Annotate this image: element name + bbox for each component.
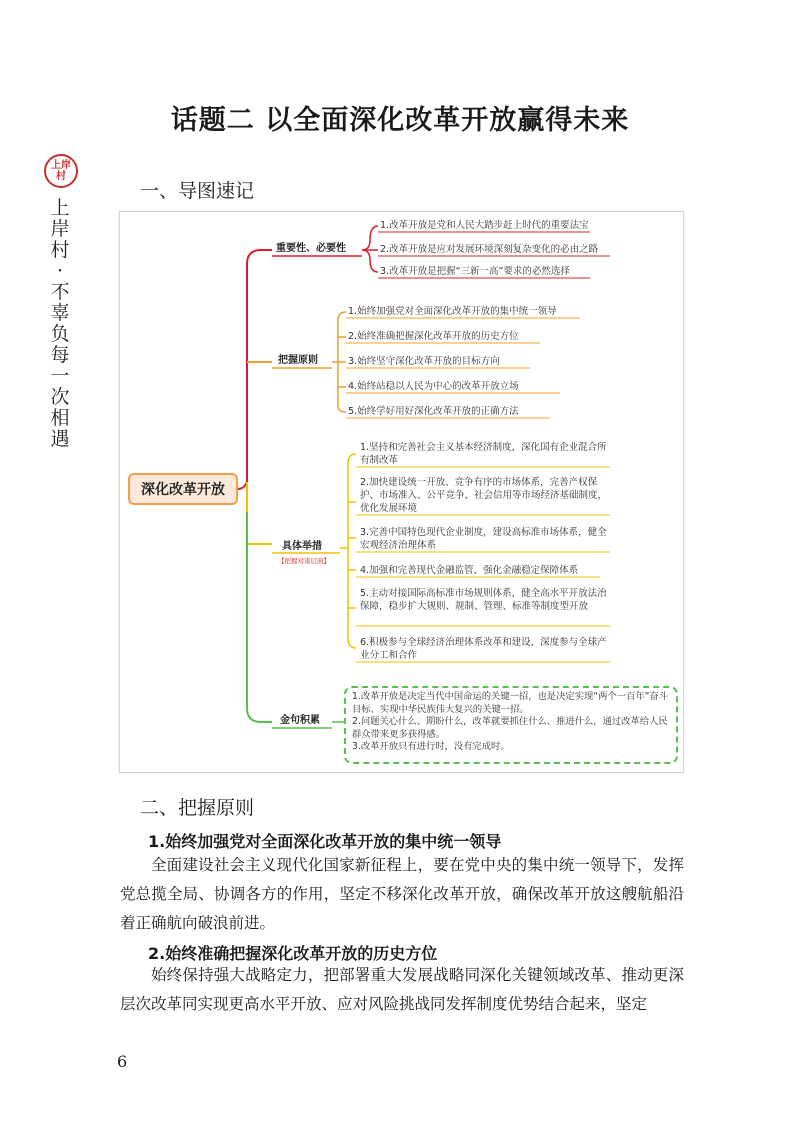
branch-item: 3.改革开放是把握“三新一高”要求的必然选择 [380,266,570,277]
mind-map [119,211,684,773]
section-heading-principles: 二、把握原则 [140,797,255,819]
quotes-box [344,686,678,764]
branch-item: 5.始终学好用好深化改革开放的正确方法 [348,406,519,417]
branch-item: 2.改革开放是应对发展环境深刻复杂变化的必由之路 [380,244,599,255]
branch-label-importance: 重要性、必要性 [276,243,346,254]
quote-item: 3.改革开放只有进行时，没有完成时。 [352,741,510,752]
branch-item: 1.始终加强党对全面深化改革开放的集中统一领导 [348,306,557,317]
page-number: 6 [117,1052,128,1071]
page-title: 话题二 以全面深化改革开放赢得未来 [170,105,630,136]
mind-map-root: 深化改革开放 [128,473,238,505]
section-heading-mindmap: 一、导图速记 [140,180,255,202]
paragraph: 始终保持强大战略定力，把部署重大发展战略同深化关键领域改革、推动更深层次改革同实现更高水平开放、应对风险挑战同发挥制度优势结合起来，坚定 [120,966,684,1013]
branch-item: 4.始终站稳以人民为中心的改革开放立场 [348,381,519,392]
branch-item: 1.改革开放是党和人民大踏步赶上时代的重要法宝 [380,220,589,231]
quote-item: 2.问题关心什么、期盼什么，改革就要抓住什么、推进什么，通过改革给人民群众带来更多获得感。 [352,716,668,740]
point-heading: 2.始终准确把握深化改革开放的历史方位 [148,944,438,963]
point-heading: 1.始终加强党对全面深化改革开放的集中统一领导 [148,832,502,851]
paragraph: 全面建设社会主义现代化国家新征程上，要在党中央的集中统一领导下，发挥党总揽全局、协调各方的作用，坚定不移深化改革开放，确保改革开放这艘航船沿着正确航向破浪前进。 [120,856,684,932]
quote-item: 1.改革开放是决定当代中国命运的关键一招，也是决定实现“两个一百年”奋斗目标、实现中华民族伟大复兴的关键一招。 [352,691,669,715]
branch-label-principles: 把握原则 [278,355,318,366]
vertical-slogan: 上 岸 村 · 不 辜 负 每 一 次 相 遇 [50,197,70,450]
branch-item: 3.完善中国特色现代企业制度，建设高标准市场体系，健全宏观经济治理体系 [360,527,607,551]
branch-item: 5.主动对接国际高标准市场规则体系，健全高水平开放法治保障，稳步扩大规则、规制、管理、标准等制度型开放 [360,588,607,612]
branch-item: 6.积极参与全球经济治理体系改革和建设，深度参与全球产业分工和合作 [360,637,607,661]
branch-item: 1.坚持和完善社会主义基本经济制度，深化国有企业混合所有制改革 [360,442,607,466]
branch-item: 2.加快建设统一开放、竞争有序的市场体系，完善产权保护、市场准入、公平竞争、社会信用等市场经济基础制度，优化发展环境 [360,477,608,514]
branch-item: 2.始终准确把握深化改革开放的历史方位 [348,331,519,342]
branch-sublabel: 【把握对策层面】 [278,557,330,565]
branch-item: 3.始终坚守深化改革开放的目标方向 [348,356,500,367]
branch-item: 4.加强和完善现代金融监管，强化金融稳定保障体系 [360,565,579,576]
branch-label-quotes: 金句积累 [280,715,320,726]
branch-label-measures: 具体举措 [282,541,322,552]
seal-logo: 上岸村 [44,154,78,188]
